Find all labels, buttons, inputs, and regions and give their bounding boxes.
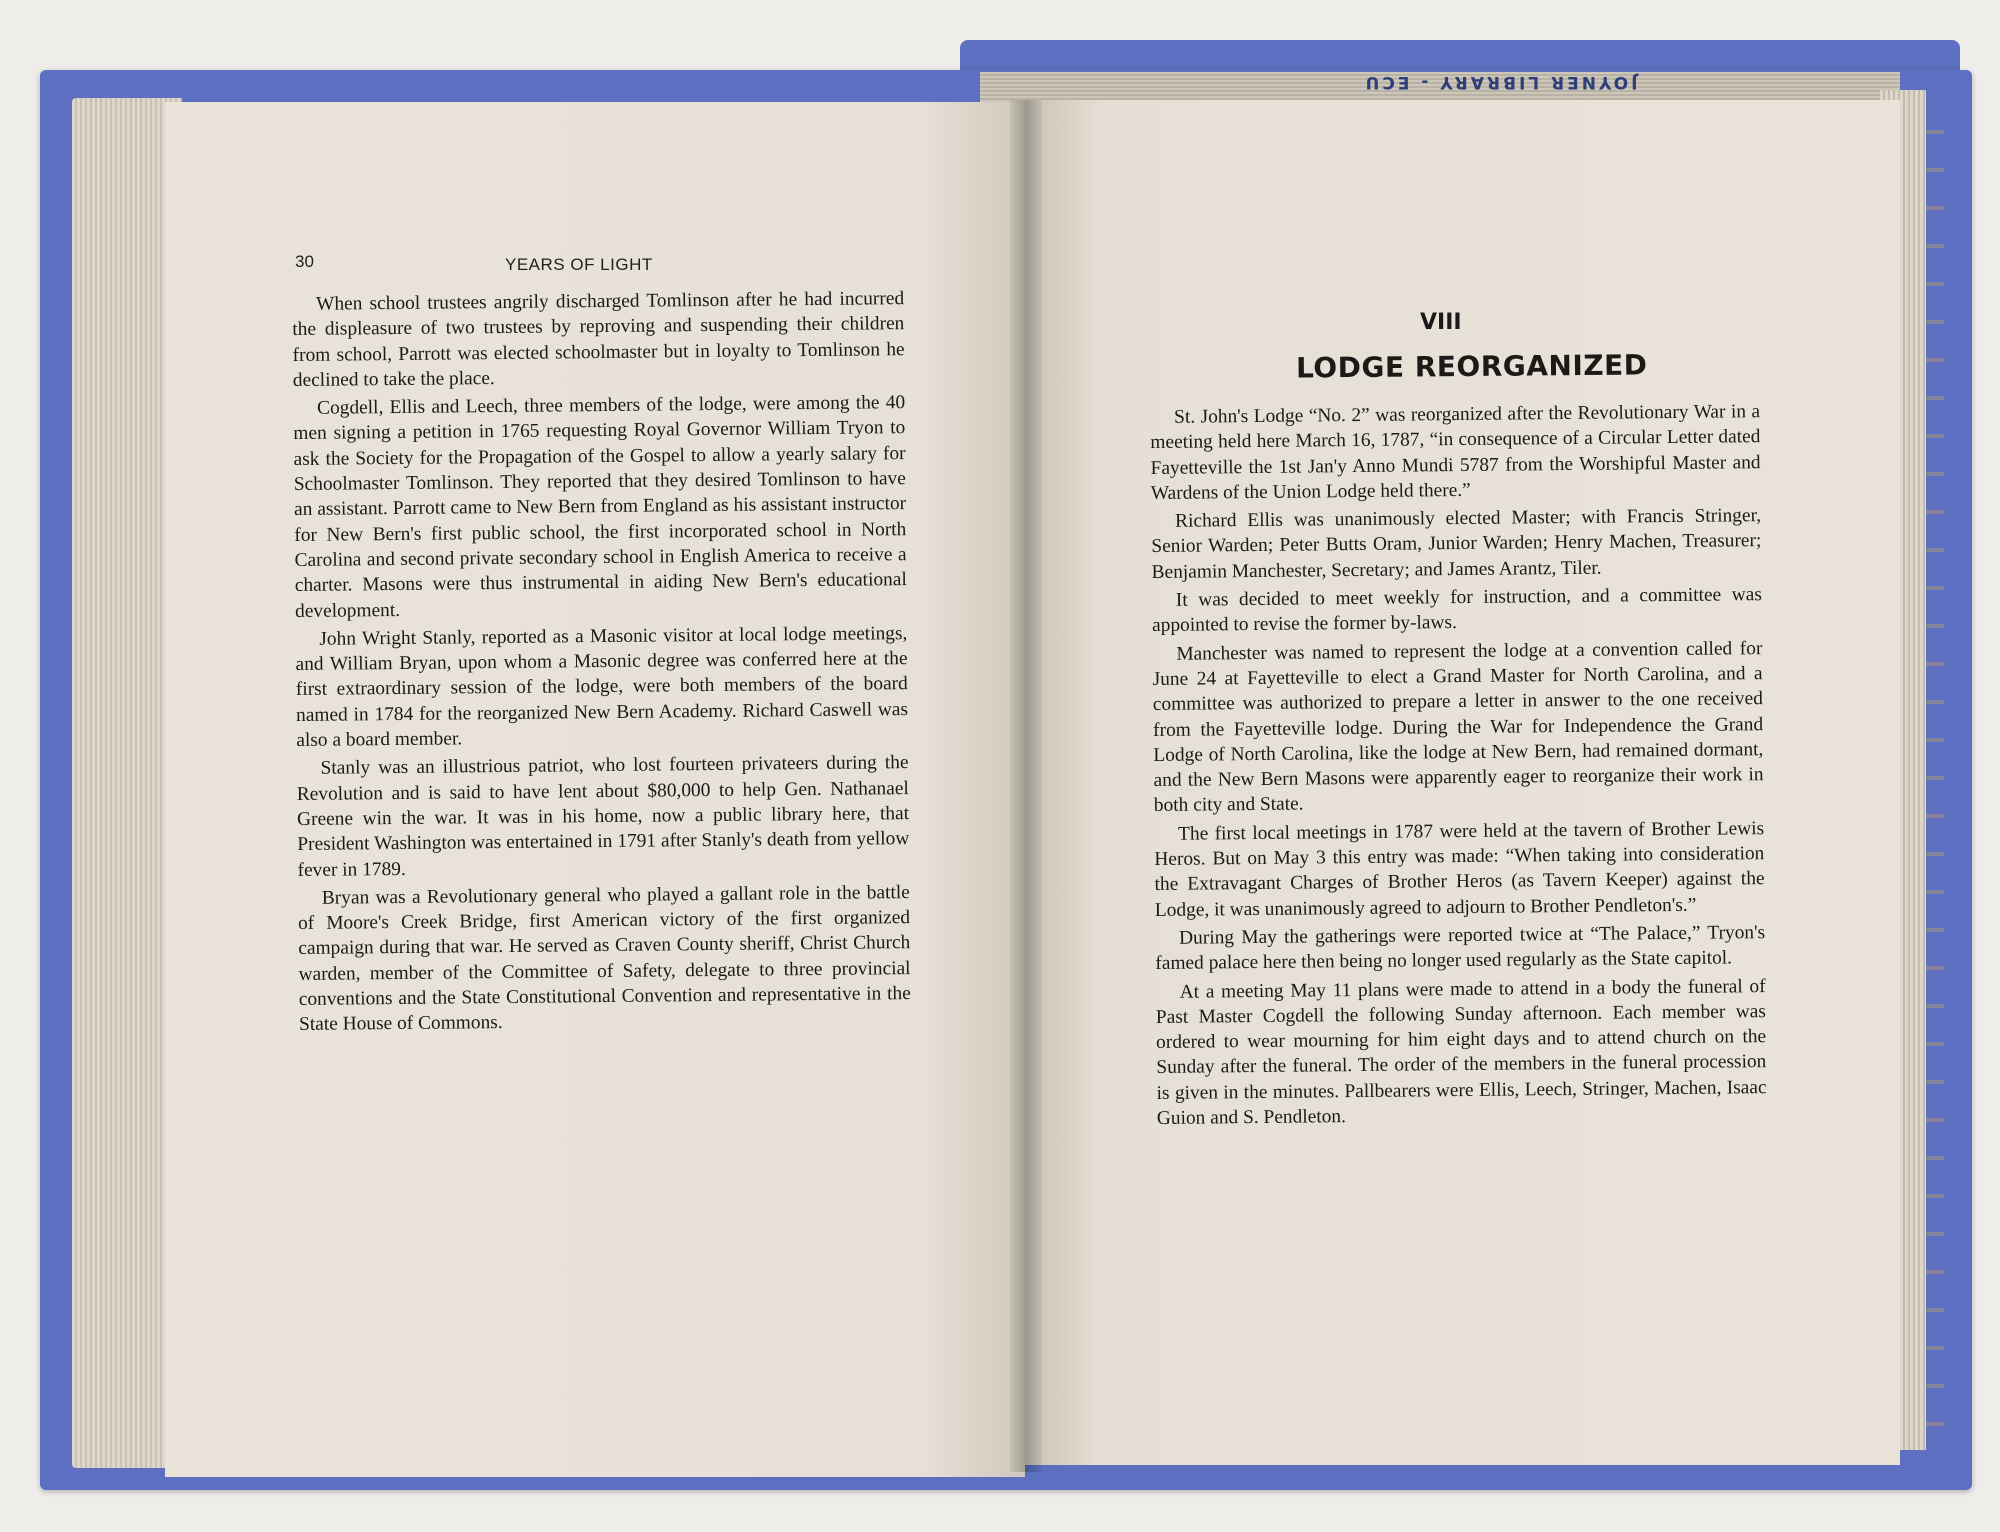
page-number: 30 xyxy=(295,252,314,271)
paragraph: Stanly was an illustrious patriot, who lost fourteen privateers during the Revolution and is said to have lent about $80,000 to help Gen. Nathanael Greene win the war. It was in his home, now a public library here, that President Washington was entertained in 1791 after Stanly's death from yellow fever in 1789. xyxy=(296,752,910,881)
paragraph: Bryan was a Revolutionary general who played a gallant role in the battle of Moore's Creek Bridge, first American victory of the first organized campaign during that war. He served as Craven County sheriff, Christ Church warden, member of the Committee of Safety, delegate to three provincial conventions and the State Constitutional Convention and representative in the State House of Commons. xyxy=(297,881,911,1036)
chapter-title: LODGE REORGANIZED xyxy=(1295,348,1648,385)
paragraph: It was decided to meet weekly for instruction, and a committee was appointed to revise the former by-laws. xyxy=(1152,584,1762,637)
library-stamp: JOYNER LIBRARY - ECU xyxy=(1362,72,1638,92)
paragraph: Richard Ellis was unanimously elected Master; with Francis Stringer, Senior Warden; Peter Butts Oram, Junior Warden; Henry Machen, Treasurer; Benjamin Manchester, Secretary; and James Arantz, Tiler. xyxy=(1151,505,1762,583)
paragraph: Cogdell, Ellis and Leech, three members of the lodge, were among the 40 men signing a petition in 1765 requesting Royal Governor William Tryon to ask the Society for the Propagation of the Gospel to allow a yearly salary for Schoolmaster Tomlinson. They reported that they desired Tomlinson to have an assistant. Parrott came to New Bern from England as his assistant instructor for New Bern's first public school, the first incorporated school in North Carolina and second private secondary school in English America to receive a charter. Masons were thus instrumental in aiding New Bern's educational development. xyxy=(293,392,907,622)
chapter-number: VIII xyxy=(1420,310,1462,335)
paragraph: The first local meetings in 1787 were held at the tavern of Brother Lewis Heros. But on May 3 this entry was made: “When taking into consideration the Extravagant Charges of Brother Heros (as Tavern Keeper) against the Lodge, it was unanimously agreed to adjourn to Brother Pendleton's.” xyxy=(1154,817,1765,921)
paragraph: During May the gatherings were reported twice at “The Palace,” Tryon's famed palace here then being no longer used regularly as the State capitol. xyxy=(1155,922,1766,975)
left-page-body xyxy=(292,286,911,1040)
cover-wear xyxy=(1926,130,1944,1430)
paragraph: When school trustees angrily discharged Tomlinson after he had incurred the displeasure of two trustees by reproving and suspending their children from school, Parrott was elected schoolmaster but in loyalty to Tomlinson he declined to take the place. xyxy=(292,288,905,391)
running-title: YEARS OF LIGHT xyxy=(505,255,653,274)
paragraph: John Wright Stanly, reported as a Masonic visitor at local lodge meetings, and William Bryan, upon whom a Masonic degree was conferred here at the first extraordinary session of the lodge, were both members of the board named in 1784 for the reorganized New Bern Academy. Richard Caswell was also a board member. xyxy=(295,622,909,752)
paragraph: St. John's Lodge “No. 2” was reorganized after the Revolutionary War in a meeting held here March 16, 1787, “in consequence of a Circular Letter dated Fayetteville the 1st Jan'y Anno Mundi 5787 from the Worshipful Master and Wardens of the Union Lodge held there.” xyxy=(1150,401,1761,504)
paragraph: At a meeting May 11 plans were made to attend in a body the funeral of Past Master Cogdell the following Sunday afternoon. Each member was ordered to wear mourning for him eight days and to attend church on the Sunday after the funeral. The order of the members in the funeral procession is given in the minutes. Pallbearers were Ellis, Leech, Stringer, Machen, Isaac Guion and S. Pendleton. xyxy=(1155,975,1767,1129)
paragraph: Manchester was named to represent the lodge at a convention called for June 24 at Fayetteville to elect a Grand Master for North Carolina, and a committee was authorized to prepare a letter in answer to the one received from the Fayetteville lodge. During the War for Independence the Grand Lodge of North Carolina, like the lodge at New Bern, had remained dormant, and the New Bern Masons were apparently eager to reorganize their work in both city and State. xyxy=(1152,637,1764,817)
book-gutter xyxy=(1010,100,1042,1472)
right-page-body xyxy=(1150,399,1767,1134)
